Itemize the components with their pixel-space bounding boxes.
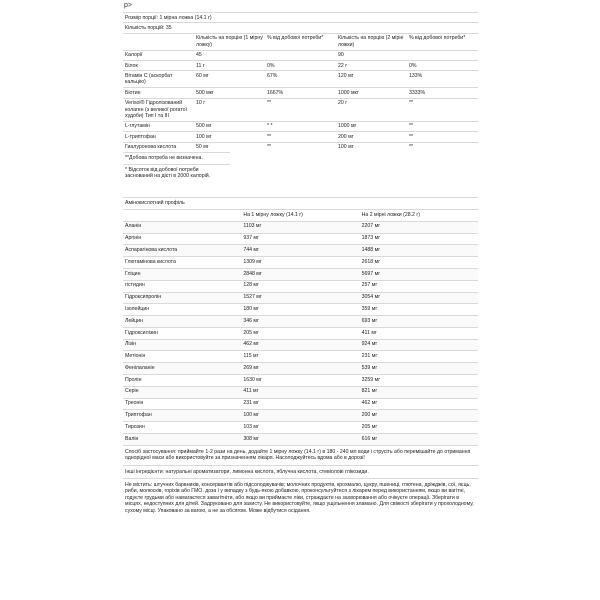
amino-row (123, 363, 478, 375)
amino-amount-1: 411 мг (241, 386, 359, 398)
header-cell: % від добової потреби* (407, 33, 478, 50)
amino-amount-1: 1103 мг (241, 221, 359, 233)
amino-amount-2: 257 мг (360, 280, 478, 292)
amino-amount-1: 205 мг (241, 327, 359, 339)
nutrient-amount-2: 100 мг (336, 142, 407, 152)
amino-amount-2: 3054 мг (360, 292, 478, 304)
nutrient-amount-2: 1000 мг (336, 121, 407, 131)
nutrient-dv-1: ** (265, 132, 336, 142)
nutrient-dv-1 (265, 50, 336, 60)
amino-amount-2: 693 мг (360, 316, 478, 328)
nutrient-dv-2: 133% (407, 71, 478, 88)
amino-row (123, 398, 478, 410)
warning-note: Не містить: штучних барвників, консервантів або підсолоджувачів; молочних продуктів, крохмалю, цукру, пшениці, глютена, дріжджів, сої, яєць, риби, молюсків, горіхів або ГМО. доза і у випадку з будь-якою добавкою, проконсультуйтеся з лікарем перед використанням, якщо ви вагітні, годуєте грудьми або намагаєтеся завагітніти, або якщо ви приймаєте ліки, страждаєте на захворювання або очікуєте операції. Зберігати в місцях, недоступних для дітей. Задруковано для захисту. Не використовуйте, якщо ущільнення зламано. Для свіжості зберігати у прохолодному, сухому місці. Упаковано за вагою, а не за обсягом. Може відбутися осідання. (123, 478, 478, 517)
amino-name: Гліцин (123, 269, 241, 281)
nutrition-row (123, 121, 478, 131)
usage-note: Спосіб застосування: приймайте 1-2 рази на день, додайте 1 мірну ложку (14.1 г) в 180 - 240 мл води і струсіть або перемішайте до отримання однорідної маси або використовуйте за призначенням лікаря. Насолоджуйтесь вдома або в дорозі! (123, 445, 478, 465)
amino-name: Ізолейцин (123, 304, 241, 316)
footnote-row (123, 153, 230, 164)
amino-name: Гідроксилізин (123, 327, 241, 339)
amino-amount-1: 115 мг (241, 351, 359, 363)
nutrition-row (123, 132, 478, 142)
nutrient-amount-1: 500 мг (194, 121, 265, 131)
amino-amount-1: 100 мг (241, 410, 359, 422)
nutrient-amount-1: 11 г (194, 61, 265, 71)
amino-row (123, 304, 478, 316)
nutrient-name: Verisol® Гідролізований колаген (з великої рогатої худоби) Тип I та III (123, 98, 194, 121)
header-cell: Кількість на порцію (1 мірну ложку) (194, 33, 265, 50)
amino-row (123, 339, 478, 351)
nutrient-amount-1: 100 мг (194, 132, 265, 142)
amino-amount-2: 1488 мг (360, 245, 478, 257)
nutrient-amount-1: 60 мг (194, 71, 265, 88)
amino-name: Пролін (123, 375, 241, 387)
amino-row (123, 233, 478, 245)
nutrient-amount-1: 45 (194, 50, 265, 60)
amino-row (123, 351, 478, 363)
amino-amount-1: 103 мг (241, 422, 359, 434)
header-cell: Кількість на порцію (2 мірні ложки) (336, 33, 407, 50)
amino-amount-2: 2618 мг (360, 257, 478, 269)
amino-name: Лейцин (123, 316, 241, 328)
amino-name: Тирозин (123, 422, 241, 434)
nutrition-row (123, 98, 478, 121)
nutrient-amount-2: 90 (336, 50, 407, 60)
nutrient-dv-2: ** (407, 121, 478, 131)
amino-amount-2: 821 мг (360, 386, 478, 398)
amino-name: Метіонін (123, 351, 241, 363)
amino-name: гістидин (123, 280, 241, 292)
nutrition-row (123, 71, 478, 88)
amino-title: Амінокислотний профіль (123, 198, 478, 210)
footnote: * Відсоток від добової потреби заснований на дієті в 2000 калорій. (123, 164, 230, 181)
footnote: **Добова потреба не визначена. (123, 153, 230, 164)
amino-amount-1: 180 мг (241, 304, 359, 316)
nutrient-amount-2: 120 мг (336, 71, 407, 88)
nutrient-name: Гиалуронова кислота (123, 142, 194, 152)
nutrition-row (123, 50, 478, 60)
amino-name: Валін (123, 433, 241, 444)
ingredients-note: Інші інгредієнти: натуральні ароматизатори, лимонна кислота, яблучна кислота, стевіолові глікозиди. (123, 465, 478, 478)
amino-name: Лізін (123, 339, 241, 351)
amino-acid-table (123, 197, 478, 444)
amino-row (123, 280, 478, 292)
amino-amount-2: 2207 мг (360, 221, 478, 233)
nutrient-dv-2: ** (407, 142, 478, 152)
product-facts-page (123, 12, 478, 517)
amino-amount-2: 462 мг (360, 398, 478, 410)
amino-row (123, 410, 478, 422)
amino-amount-1: 462 мг (241, 339, 359, 351)
nutrient-amount-2: 1000 мкг (336, 88, 407, 98)
serving-count: Кількість порцій: 35 (123, 23, 478, 33)
top-mark: p> (124, 2, 132, 9)
amino-amount-2: 539 мг (360, 363, 478, 375)
header-cell: % від добової потреби* (265, 33, 336, 50)
header-cell: На 1 мірну ложку (14.1 г) (241, 210, 359, 222)
amino-name: Серін (123, 386, 241, 398)
nutrient-name: Біотин (123, 88, 194, 98)
nutrient-name: Вітамін С (аскорбат кальцію) (123, 71, 194, 88)
nutrient-amount-1: 10 г (194, 98, 265, 121)
nutrition-header-row (123, 33, 478, 50)
amino-amount-1: 1630 мг (241, 375, 359, 387)
footnotes (123, 152, 230, 181)
amino-amount-1: 308 мг (241, 433, 359, 444)
amino-amount-2: 200 мг (360, 410, 478, 422)
nutrition-row (123, 61, 478, 71)
amino-amount-2: 5697 мг (360, 269, 478, 281)
nutrient-dv-2: 3333% (407, 88, 478, 98)
nutrition-row (123, 88, 478, 98)
amino-amount-2: 1873 мг (360, 233, 478, 245)
amino-amount-1: 937 мг (241, 233, 359, 245)
amino-amount-1: 346 мг (241, 316, 359, 328)
nutrient-name: Калорії (123, 50, 194, 60)
nutrient-dv-1: * * (265, 121, 336, 131)
amino-name: Треонін (123, 398, 241, 410)
nutrient-dv-1: ** (265, 142, 336, 152)
amino-amount-2: 411 мг (360, 327, 478, 339)
amino-amount-2: 3259 мг (360, 375, 478, 387)
nutrient-dv-1: 0% (265, 61, 336, 71)
amino-amount-1: 1309 мг (241, 257, 359, 269)
serving-size-row (123, 13, 478, 23)
nutrition-row (123, 142, 478, 152)
amino-amount-1: 2848 мг (241, 269, 359, 281)
amino-amount-2: 205 мг (360, 422, 478, 434)
serving-size: Розмір порції: 1 мірна ложка (14.1 г) (123, 13, 478, 23)
nutrient-dv-1: 1667% (265, 88, 336, 98)
amino-title-row (123, 198, 478, 210)
amino-amount-2: 359 мг (360, 304, 478, 316)
amino-name: Аланін (123, 221, 241, 233)
header-cell (123, 210, 241, 222)
nutrient-amount-2: 200 мг (336, 132, 407, 142)
amino-amount-2: 616 мг (360, 433, 478, 444)
footnote-row (123, 164, 230, 181)
nutrition-table (123, 12, 478, 152)
amino-amount-2: 924 мг (360, 339, 478, 351)
amino-row (123, 316, 478, 328)
nutrient-name: Білок (123, 61, 194, 71)
amino-row (123, 375, 478, 387)
serving-count-row (123, 23, 478, 33)
amino-row (123, 292, 478, 304)
nutrient-name: L-триптофан (123, 132, 194, 142)
nutrient-amount-1: 500 мкг (194, 88, 265, 98)
amino-name: Фенілаланін (123, 363, 241, 375)
nutrient-dv-1: 67% (265, 71, 336, 88)
amino-row (123, 245, 478, 257)
amino-name: Триптофан (123, 410, 241, 422)
amino-amount-1: 269 мг (241, 363, 359, 375)
amino-row (123, 257, 478, 269)
amino-amount-1: 231 мг (241, 398, 359, 410)
amino-row (123, 422, 478, 434)
amino-row (123, 269, 478, 281)
amino-amount-1: 128 мг (241, 280, 359, 292)
nutrient-dv-2: ** (407, 132, 478, 142)
nutrient-name: L-глутамін (123, 121, 194, 131)
amino-amount-1: 744 мг (241, 245, 359, 257)
amino-name: Аспарагінова кислота (123, 245, 241, 257)
amino-name: Гідроксипролін (123, 292, 241, 304)
nutrient-dv-2 (407, 50, 478, 60)
nutrient-amount-2: 20 г (336, 98, 407, 121)
header-cell (123, 33, 194, 50)
nutrient-dv-1: ** (265, 98, 336, 121)
header-cell: На 2 мірні ложки (28.2 г) (360, 210, 478, 222)
amino-amount-2: 231 мг (360, 351, 478, 363)
amino-row (123, 386, 478, 398)
nutrient-dv-2: 0% (407, 61, 478, 71)
nutrient-dv-2: ** (407, 98, 478, 121)
amino-amount-1: 1527 мг (241, 292, 359, 304)
nutrient-amount-1: 50 мг (194, 142, 265, 152)
amino-row (123, 327, 478, 339)
amino-name: Аргінін (123, 233, 241, 245)
section-spacer (123, 181, 478, 191)
amino-row (123, 433, 478, 444)
nutrient-amount-2: 22 г (336, 61, 407, 71)
amino-header-row (123, 210, 478, 222)
amino-row (123, 221, 478, 233)
product-notes (123, 445, 478, 517)
amino-name: Глютамінова кислота (123, 257, 241, 269)
